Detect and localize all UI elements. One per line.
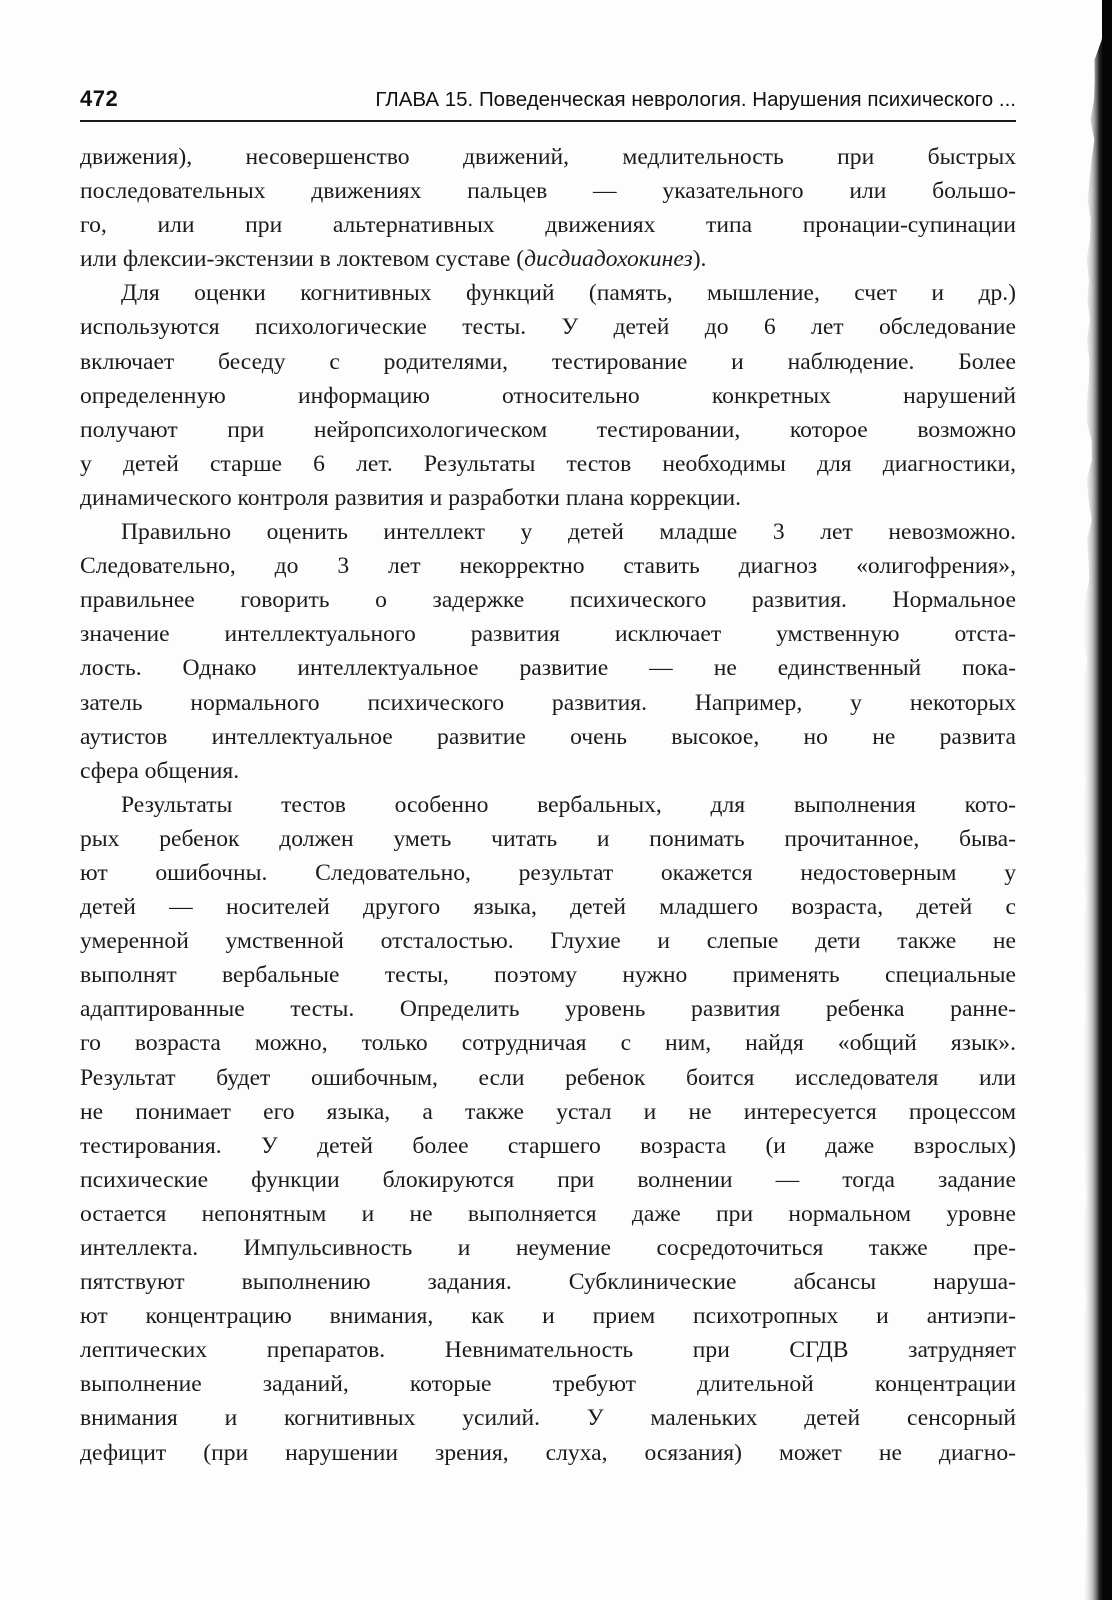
text-segment: ют ошибочны. Следовательно, результат окажется недостоверным у xyxy=(80,859,1016,886)
text-line xyxy=(80,822,1016,856)
text-line xyxy=(80,174,1016,208)
text-line xyxy=(80,549,1016,583)
text-line xyxy=(80,856,1016,890)
text-line xyxy=(80,617,1016,651)
text-line xyxy=(80,140,1016,174)
text-segment: рых ребенок должен уметь читать и понимать прочитанное, быва- xyxy=(80,825,1016,852)
text-segment: сфера общения. xyxy=(80,757,240,784)
text-segment: динамического контроля развития и разработки плана коррекции. xyxy=(80,484,742,511)
page-header xyxy=(80,84,1016,122)
text-segment: у детей старше 6 лет. Результаты тестов необходимы для диагностики, xyxy=(80,450,1016,477)
text-segment: ют концентрацию внимания, как и прием психотропных и антиэпи- xyxy=(80,1303,1016,1330)
text-segment: го, или при альтернативных движениях типа пронации-супинации xyxy=(80,212,1016,239)
text-segment: движения), несовершенство движений, медлительность при быстрых xyxy=(80,144,1016,170)
text-segment: Результат будет ошибочным, если ребенок боится исследователя или xyxy=(80,1064,1016,1091)
text-line xyxy=(80,481,1016,515)
text-line xyxy=(80,992,1016,1026)
text-segment: или флексии-экстензии в локтевом суставе ( xyxy=(80,246,525,273)
text-segment: затель нормального психического развития. Например, у некоторых xyxy=(80,689,1016,716)
text-line xyxy=(80,1367,1016,1401)
text-line xyxy=(80,413,1016,447)
text-line xyxy=(80,345,1016,379)
text-line xyxy=(80,686,1016,720)
text-segment: используются психологические тесты. У детей до 6 лет обследование xyxy=(80,314,1016,341)
text-segment: адаптированные тесты. Определить уровень развития ребенка ранне- xyxy=(80,996,1016,1023)
text-line xyxy=(80,924,1016,958)
text-segment: детей — носителей другого языка, детей младшего возраста, детей с xyxy=(80,894,1016,921)
text-segment: внимания и когнитивных усилий. У маленьких детей сенсорный xyxy=(80,1405,1016,1432)
text-segment: тестирования. У детей более старшего возраста (и даже взрослых) xyxy=(80,1132,1016,1159)
text-line xyxy=(80,310,1016,344)
text-segment: лость. Однако интеллектуальное развитие — не единственный пока- xyxy=(80,655,1016,682)
spine-shadow-core xyxy=(1102,0,1112,1600)
text-segment: выполнение заданий, которые требуют длительной концентрации xyxy=(80,1371,1016,1398)
text-line xyxy=(80,208,1016,242)
text-segment: выполнят вербальные тесты, поэтому нужно применять специальные xyxy=(80,962,1016,989)
text-segment: остается непонятным и не выполняется даже при нормальном уровне xyxy=(80,1200,1016,1227)
text-segment: интеллекта. Импульсивность и неумение сосредоточиться также пре- xyxy=(80,1235,1016,1261)
text-line xyxy=(80,1095,1016,1129)
paragraph xyxy=(80,276,1016,515)
text-segment: Правильно оценить интеллект у детей младше 3 лет невозможно. xyxy=(121,519,1016,546)
text-segment: дефицит (при нарушении зрения, слуха, осязания) может не диагно- xyxy=(80,1439,1016,1466)
text-line xyxy=(80,754,1016,788)
text-segment: лептических препаратов. Невнимательность при СГДВ затрудняет xyxy=(80,1337,1016,1364)
text-segment: последовательных движениях пальцев — указательного или большо- xyxy=(80,178,1016,205)
text-line xyxy=(80,1129,1016,1163)
text-segment: правильнее говорить о задержке психического развития. Нормальное xyxy=(80,587,1016,614)
text-line xyxy=(80,515,1016,549)
text-line xyxy=(80,1333,1016,1367)
text-line xyxy=(80,1061,1016,1095)
text-line xyxy=(80,1026,1016,1060)
text-segment: значение интеллектуального развития исключает умственную отста- xyxy=(80,621,1016,648)
text-segment: ). xyxy=(692,246,707,273)
text-line xyxy=(80,379,1016,413)
text-line xyxy=(80,1436,1016,1470)
running-head: ГЛАВА 15. Поведенческая неврология. Нарушения психического ... xyxy=(375,88,1016,111)
text-segment: Для оценки когнитивных функций (память, мышление, счет и др.) xyxy=(121,280,1016,307)
text-line xyxy=(80,651,1016,685)
text-segment: го возраста можно, только сотрудничая с ним, найдя «общий язык». xyxy=(80,1030,1016,1057)
page-number: 472 xyxy=(80,86,119,111)
text-line xyxy=(80,1197,1016,1231)
text-line xyxy=(80,1163,1016,1197)
text-segment: определенную информацию относительно конкретных нарушений xyxy=(80,382,1016,409)
text-segment: аутистов интеллектуальное развитие очень высокое, но не развита xyxy=(80,723,1016,750)
body-text xyxy=(80,140,1016,1470)
text-segment: Следовательно, до 3 лет некорректно ставить диагноз «олигофрения», xyxy=(80,553,1016,580)
text-line xyxy=(80,1401,1016,1435)
text-segment: включает беседу с родителями, тестирование и наблюдение. Более xyxy=(80,348,1016,375)
text-segment: пятствуют выполнению задания. Субклинические абсансы наруша- xyxy=(80,1269,1016,1296)
text-segment: получают при нейропсихологическом тестировании, которое возможно xyxy=(80,416,1016,443)
italic-term: дисдиадохокинез xyxy=(524,246,693,273)
text-segment: не понимает его языка, а также устал и не интересуется процессом xyxy=(80,1098,1016,1125)
text-line xyxy=(80,583,1016,617)
paragraph xyxy=(80,788,1016,1470)
paragraph xyxy=(80,140,1016,276)
text-segment: умеренной умственной отсталостью. Глухие и слепые дети также не xyxy=(80,928,1016,955)
text-line xyxy=(80,958,1016,992)
text-line xyxy=(80,242,1016,276)
text-line xyxy=(80,788,1016,822)
text-line xyxy=(80,720,1016,754)
text-line xyxy=(80,1265,1016,1299)
book-spine-shadow xyxy=(1060,0,1112,1600)
paragraph xyxy=(80,515,1016,788)
text-line xyxy=(80,1299,1016,1333)
text-line xyxy=(80,890,1016,924)
text-line xyxy=(80,447,1016,481)
text-line xyxy=(80,276,1016,310)
text-segment: психические функции блокируются при волнении — тогда задание xyxy=(80,1166,1016,1193)
text-line xyxy=(80,1231,1016,1265)
text-segment: Результаты тестов особенно вербальных, для выполнения кото- xyxy=(121,791,1016,818)
